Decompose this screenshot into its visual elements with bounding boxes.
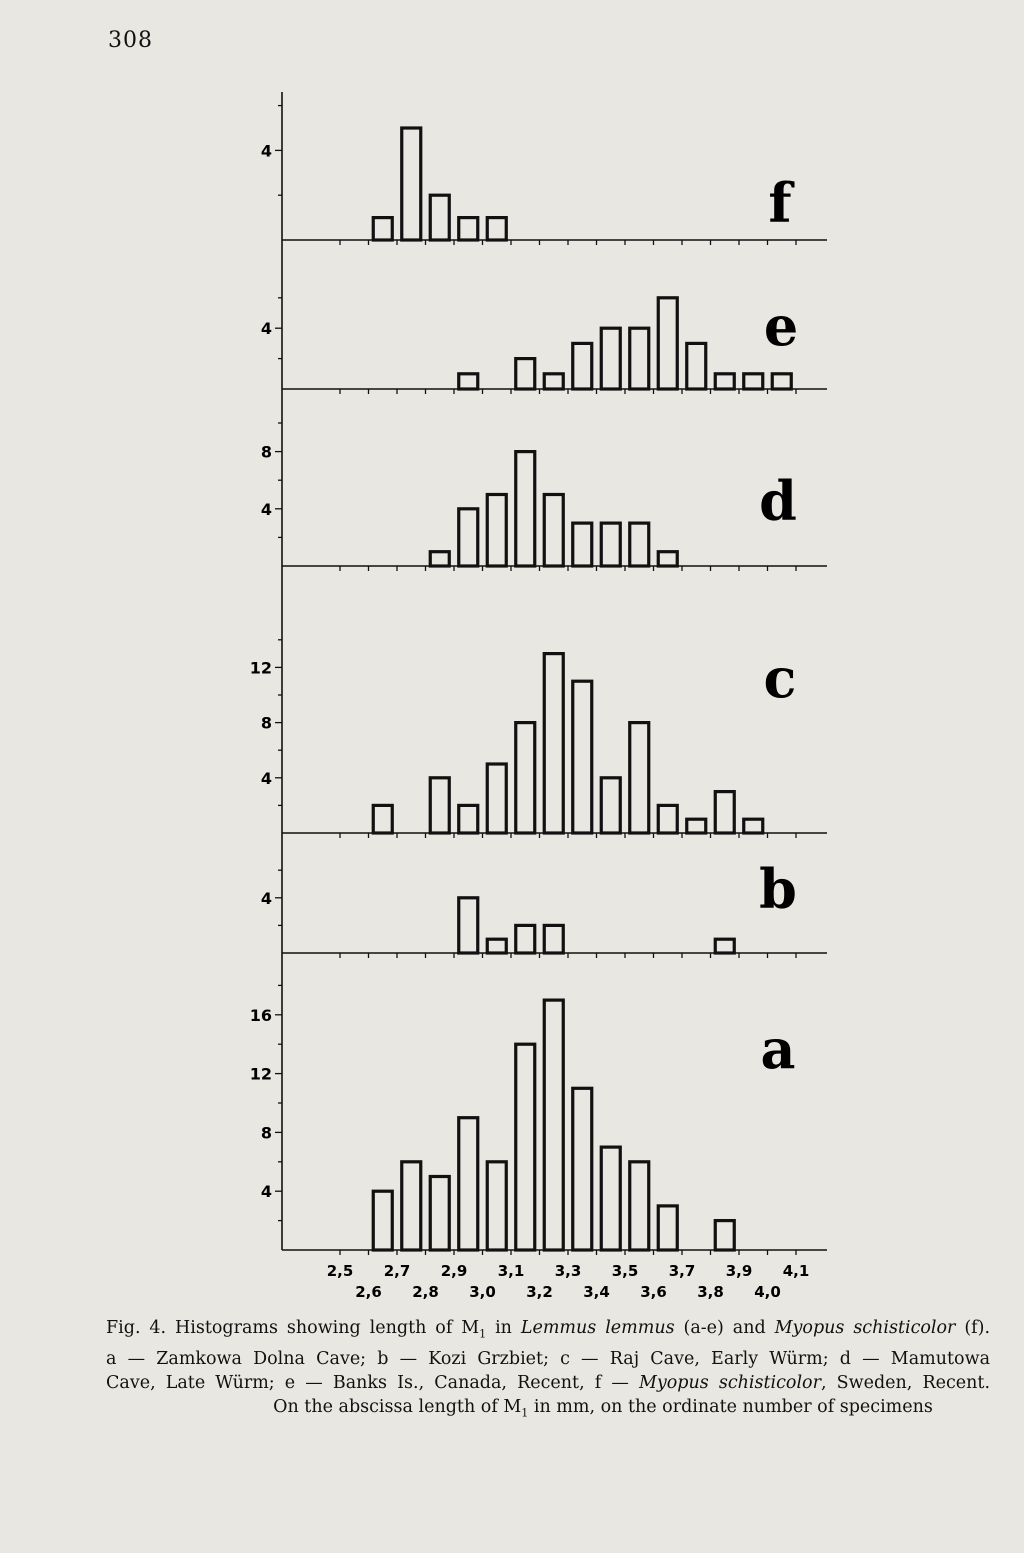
histogram-bar bbox=[573, 343, 592, 389]
histogram-bar bbox=[516, 1044, 535, 1250]
histogram-bar bbox=[544, 1000, 563, 1250]
caption-line-3: Cave, Late Würm; e — Banks Is., Canada, Recent, f — Myopus schisticolor, Sweden, Recent. bbox=[106, 1372, 991, 1393]
caption-line-4: On the abscissa length of $M_1$ in mm, on the ordinate number of specimens bbox=[273, 1396, 933, 1419]
histogram-bar bbox=[459, 898, 478, 953]
histogram-bar bbox=[744, 819, 763, 833]
panel-letter-b: b bbox=[759, 857, 797, 921]
x-tick-label: 3,3 bbox=[554, 1262, 582, 1280]
histogram-bar bbox=[772, 374, 791, 389]
histogram-bar bbox=[715, 792, 734, 833]
x-tick-label: 4,0 bbox=[754, 1283, 781, 1301]
x-tick-label: 2,6 bbox=[355, 1283, 382, 1301]
histogram-bar bbox=[687, 343, 706, 389]
histogram-bar bbox=[544, 654, 563, 833]
y-tick-label: 12 bbox=[249, 658, 272, 678]
figure-caption bbox=[106, 1316, 990, 1425]
histogram-bar bbox=[630, 328, 649, 389]
histogram-bar bbox=[715, 374, 734, 389]
panel-letter-c: c bbox=[763, 646, 797, 710]
histogram-bar bbox=[373, 218, 392, 240]
histogram-bar bbox=[573, 1088, 592, 1250]
histogram-bar bbox=[573, 681, 592, 833]
x-tick-label: 3,1 bbox=[497, 1262, 525, 1280]
histogram-bar bbox=[430, 1177, 449, 1251]
x-tick-label: 3,0 bbox=[469, 1283, 496, 1301]
histogram-bar bbox=[658, 805, 677, 833]
histogram-bar bbox=[658, 552, 677, 566]
histogram-bar bbox=[402, 1162, 421, 1250]
panel-b bbox=[261, 857, 827, 958]
y-tick-label: 4 bbox=[260, 319, 272, 339]
x-tick-label: 3,5 bbox=[611, 1262, 639, 1280]
caption-line-2: a — Zamkowa Dolna Cave; b — Kozi Grzbiet; c — Raj Cave, Early Würm; d — Mamutowa bbox=[106, 1348, 990, 1369]
histogram-bar bbox=[487, 218, 506, 240]
histogram-bar bbox=[459, 218, 478, 240]
x-tick-label: 3,6 bbox=[640, 1283, 667, 1301]
histogram-bar bbox=[487, 764, 506, 833]
x-tick-label: 2,7 bbox=[383, 1262, 411, 1280]
x-tick-label: 3,8 bbox=[697, 1283, 724, 1301]
x-tick-label: 2,9 bbox=[440, 1262, 468, 1280]
panel-letter-a: a bbox=[760, 1017, 796, 1081]
histogram-bar bbox=[487, 1162, 506, 1250]
histogram-bar bbox=[658, 1206, 677, 1250]
y-tick-label: 8 bbox=[260, 1123, 272, 1143]
chart-root bbox=[250, 92, 827, 1301]
histogram-bar bbox=[630, 523, 649, 566]
histogram-bar bbox=[459, 805, 478, 833]
histogram-bar bbox=[544, 925, 563, 953]
y-tick-label: 8 bbox=[260, 442, 272, 462]
histogram-bar bbox=[373, 1191, 392, 1250]
y-tick-label: 8 bbox=[260, 713, 272, 733]
y-tick-label: 4 bbox=[260, 888, 272, 908]
histogram-bar bbox=[459, 509, 478, 566]
histogram-bar bbox=[459, 1118, 478, 1250]
histogram-bar bbox=[430, 195, 449, 240]
x-tick-label: 3,9 bbox=[725, 1262, 753, 1280]
histogram-bar bbox=[516, 359, 535, 389]
histogram-bar bbox=[373, 805, 392, 833]
histogram-bar bbox=[402, 128, 421, 240]
histogram-bar bbox=[516, 925, 535, 953]
x-tick-label: 3,4 bbox=[583, 1283, 610, 1301]
panel-a bbox=[250, 985, 827, 1255]
histogram-bar bbox=[430, 778, 449, 833]
histogram-bar bbox=[601, 328, 620, 389]
caption-line-1: Fig. 4. Histograms showing length of $M_1$ in Lemmus lemmus (a-e) and Myopus schisticolor (f). bbox=[106, 1318, 991, 1341]
histogram-bar bbox=[430, 552, 449, 566]
histogram-bar bbox=[487, 939, 506, 953]
panel-letter-e: e bbox=[763, 294, 799, 358]
histogram-bar bbox=[544, 495, 563, 567]
histogram-bar bbox=[687, 819, 706, 833]
histogram-bar bbox=[601, 1147, 620, 1250]
panel-e bbox=[261, 294, 827, 394]
histogram-bar bbox=[744, 374, 763, 389]
histogram-bar bbox=[487, 495, 506, 567]
histogram-bar bbox=[630, 723, 649, 833]
x-tick-label: 3,2 bbox=[526, 1283, 553, 1301]
histogram-bar bbox=[516, 452, 535, 566]
panel-c bbox=[250, 640, 827, 838]
page-number: 308 bbox=[108, 28, 153, 53]
y-tick-label: 4 bbox=[260, 141, 272, 161]
x-tick-label: 2,8 bbox=[412, 1283, 439, 1301]
panel-letter-f: f bbox=[768, 171, 792, 235]
x-tick-label: 3,7 bbox=[668, 1262, 696, 1280]
histogram-bar bbox=[544, 374, 563, 389]
y-tick-label: 4 bbox=[260, 499, 272, 519]
y-tick-label: 16 bbox=[249, 1005, 272, 1025]
histogram-bar bbox=[601, 523, 620, 566]
histogram-bar bbox=[573, 523, 592, 566]
x-tick-label: 2,5 bbox=[326, 1262, 354, 1280]
histogram-bar bbox=[516, 723, 535, 833]
histogram-bar bbox=[459, 374, 478, 389]
y-tick-label: 4 bbox=[260, 768, 272, 788]
panel-letter-d: d bbox=[759, 469, 797, 533]
histogram-bar bbox=[658, 298, 677, 389]
histogram-bar bbox=[601, 778, 620, 833]
panel-d bbox=[261, 423, 827, 571]
y-tick-label: 4 bbox=[260, 1182, 272, 1202]
histogram-bar bbox=[630, 1162, 649, 1250]
x-tick-label: 4,1 bbox=[782, 1262, 810, 1280]
histogram-bar bbox=[715, 939, 734, 953]
panel-f bbox=[261, 106, 827, 245]
y-tick-label: 12 bbox=[249, 1064, 272, 1084]
histogram-bar bbox=[715, 1221, 734, 1250]
